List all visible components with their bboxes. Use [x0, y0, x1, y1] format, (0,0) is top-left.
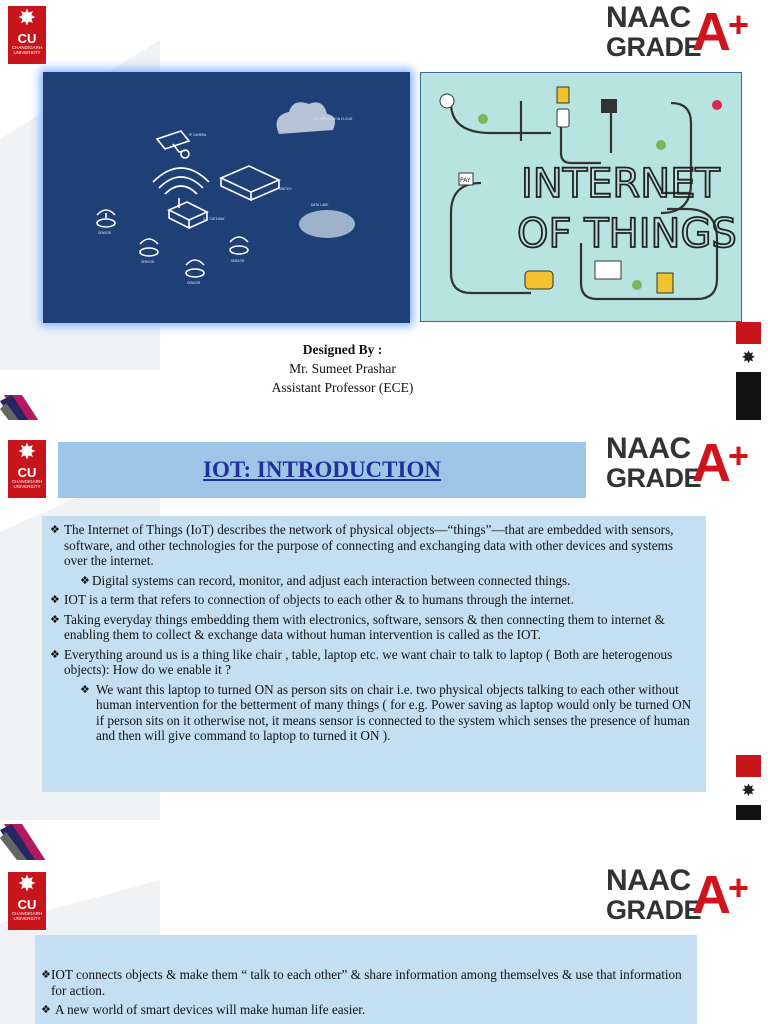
diamond-bullet-icon: ❖ [41, 968, 51, 981]
bullet-point [50, 522, 698, 569]
label-sensor: SENSOR [187, 281, 201, 285]
slide-title: IOT: INTRODUCTION [203, 457, 441, 482]
cu-logo-letters: CU [17, 897, 37, 912]
naac-grade-text: GRADE [606, 895, 702, 925]
author-credits [220, 340, 465, 397]
iot-art-text-of-things: OF THINGS [517, 211, 737, 257]
naac-text: NAAC [606, 432, 691, 465]
cu-logo [8, 872, 46, 930]
diamond-bullet-icon: ❖ [80, 573, 90, 587]
content-box [35, 935, 697, 1024]
naac-badge [606, 864, 756, 926]
label-sensor: SENSOR [231, 259, 245, 263]
gear-icon: ✸ [17, 6, 37, 31]
bullet-point [80, 682, 698, 744]
label-switch: SWITCH [279, 187, 292, 191]
slide-title [0, 0, 768, 420]
cu-logo-subtitle: CHANDIGARH UNIVERSITY [11, 45, 43, 55]
side-accent-bar [736, 755, 761, 820]
slide-smart-devices [0, 860, 768, 1024]
diamond-bullet-icon: ❖ [50, 593, 60, 606]
gear-icon: ✸ [736, 777, 761, 805]
diamond-bullet-icon: ❖ [80, 682, 90, 696]
label-ip-camera: IP CAMERA [189, 133, 207, 137]
iot-network-image [43, 72, 410, 323]
label-cloud: IOT APPLICATION CLOUD [313, 117, 353, 121]
naac-badge [606, 1, 756, 63]
bullet-point [80, 573, 698, 589]
bullet-point [50, 647, 698, 678]
naac-grade-plus: + [728, 4, 750, 45]
naac-grade-plus: + [728, 867, 750, 908]
internet-of-things-image [420, 72, 742, 322]
label-gateway: IOT GATEWAY [203, 217, 225, 221]
cu-logo-subtitle: CHANDIGARH UNIVERSITY [11, 479, 43, 489]
diamond-bullet-icon: ❖ [50, 612, 60, 626]
bullet-text: Everything around us is a thing like chair , table, laptop etc. we want chair to talk to laptop ( Both are heterogenous objects): How do we enable it ? [64, 646, 673, 677]
iot-network-illustration [43, 72, 410, 323]
slide-title-box [58, 442, 586, 498]
gear-icon: ✸ [17, 872, 37, 897]
cu-logo-letters: CU [17, 465, 37, 480]
cu-logo-subtitle: CHANDIGARH UNIVERSITY [11, 911, 43, 921]
corner-stripes [0, 824, 50, 864]
bullet-point [41, 967, 689, 998]
bullet-text: We want this laptop to turned ON as person sits on chair i.e. two physical objects talking to each other without human intervention for the betterment of many things ( for e.g. Power saving as laptop would only be turned ON if person sits on it otherwise not, it means sensor is connected to the system which senses the presence of human and then will give command to laptop to turned it ON ). [96, 681, 692, 743]
iot-pay-label: PAY [460, 177, 471, 184]
naac-grade-letter: A [692, 2, 731, 62]
bullet-point [50, 592, 698, 608]
bullet-text: Taking everyday things embedding them with electronics, software, sensors & then connecting them to internet & enabling them to collect & exchange data without human intervention is called as the IOT. [64, 611, 665, 642]
diamond-bullet-icon: ❖ [50, 647, 60, 661]
naac-text: NAAC [606, 1, 691, 34]
bullet-text: IOT is a term that refers to connection of objects to each other & to humans through the internet. [64, 592, 574, 607]
author-name: Mr. Sumeet Prashar [289, 361, 396, 376]
cu-logo [8, 440, 46, 498]
diamond-bullet-icon: ❖ [50, 523, 60, 536]
naac-grade-text: GRADE [606, 463, 702, 493]
naac-badge [606, 432, 756, 494]
diamond-bullet-icon: ❖ [41, 1003, 51, 1016]
corner-stripes [0, 395, 50, 420]
slide-introduction [0, 430, 768, 820]
bullet-text: A new world of smart devices will make human life easier. [55, 1002, 366, 1017]
bullet-text: Digital systems can record, monitor, and adjust each interaction between connected things. [92, 572, 571, 588]
naac-grade-text: GRADE [606, 32, 702, 62]
bullet-text: IOT connects objects & make them “ talk to each other” & share information among themselves & use that information for action. [51, 967, 682, 998]
naac-grade-plus: + [728, 435, 750, 476]
label-sensor: SENSOR [141, 260, 155, 264]
cu-logo [8, 6, 46, 64]
label-data-lake: DATA LAKE [311, 203, 329, 207]
bullet-text: The Internet of Things (IoT) describes the network of physical objects—“things”—that are embedded with sensors, software, and other technologies for the purpose of connecting and exchanging data with other devices and systems over the internet. [64, 522, 674, 568]
cu-logo-letters: CU [17, 31, 37, 46]
designed-by-label: Designed By : [302, 342, 383, 357]
gear-icon: ✸ [736, 344, 761, 372]
naac-text: NAAC [606, 864, 691, 897]
internet-of-things-illustration [421, 73, 741, 321]
gear-icon: ✸ [17, 440, 37, 465]
bullet-point [50, 612, 698, 643]
bullet-point [41, 1002, 689, 1018]
naac-grade-letter: A [692, 433, 731, 493]
author-role: Assistant Professor (ECE) [271, 380, 414, 395]
iot-art-text-internet: INTERNET [521, 161, 720, 207]
side-accent-bar [736, 322, 761, 420]
naac-grade-letter: A [692, 865, 731, 925]
label-sensor: SENSOR [98, 231, 112, 235]
content-box [42, 516, 706, 792]
